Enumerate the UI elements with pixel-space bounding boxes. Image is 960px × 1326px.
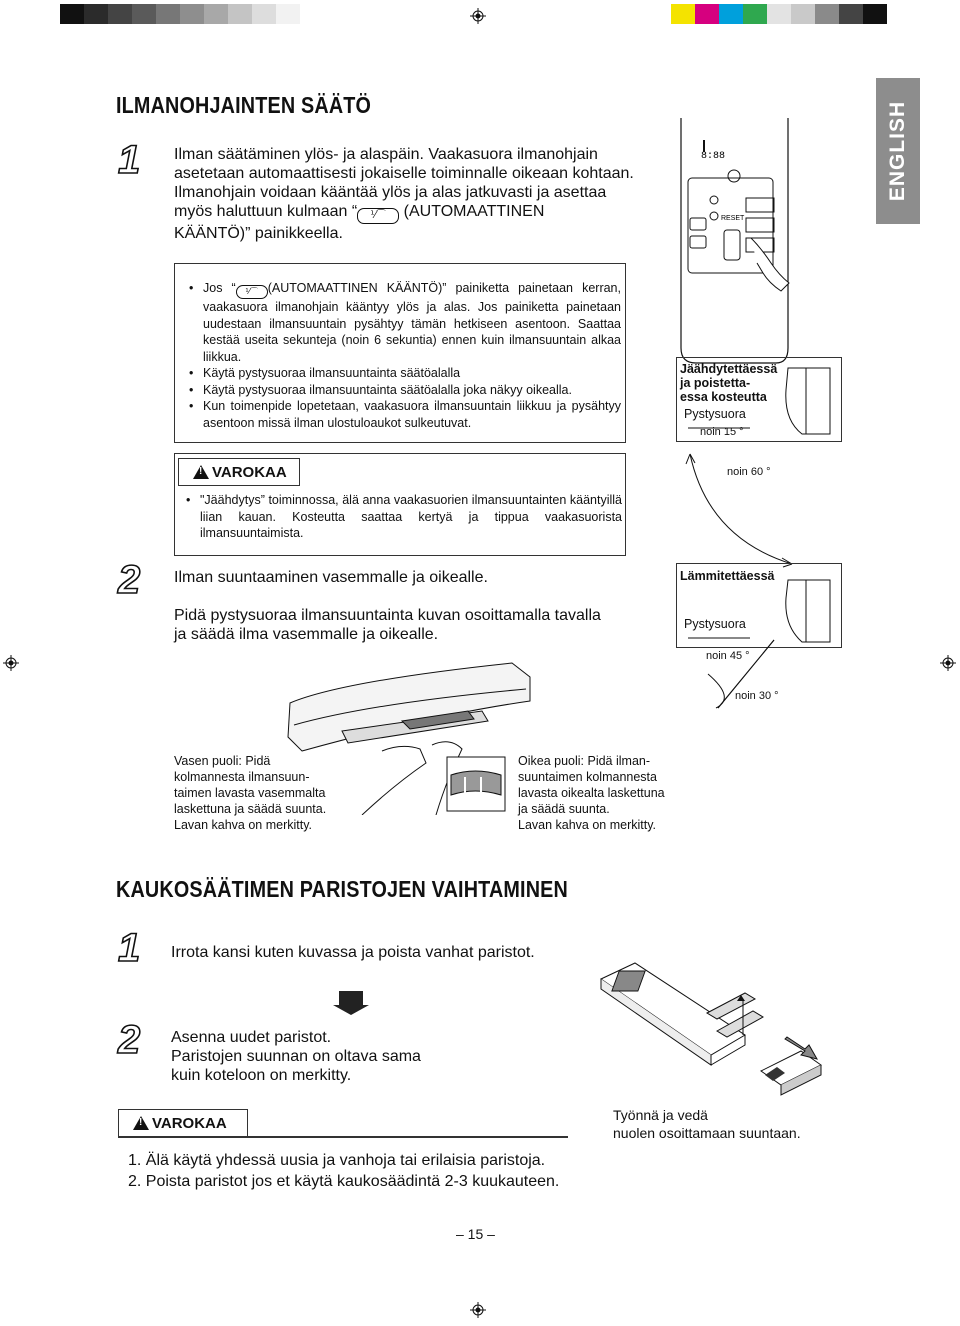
page-number: – 15 – [456,1226,495,1242]
heating-angle-2: noin 30 ° [735,690,779,702]
section-title-batteries: KAUKOSÄÄTIMEN PARISTOJEN VAIHTAMINEN [116,876,568,902]
registration-bar-right [671,4,887,24]
info-bullet-2: • Käytä pystysuoraa ilmansuuntainta säätöalalla [183,365,621,382]
color-swatch [839,4,863,24]
step1-line1: Ilman säätäminen ylös- ja alaspäin. Vaakasuora ilmanohjain [174,146,598,163]
heating-title: Lämmitettäessä [680,569,775,583]
warning-icon-2 [133,1116,149,1130]
info-bullet-list [183,280,621,431]
cooling-angle-2: noin 60 ° [727,466,771,478]
registration-mark-top [470,8,486,24]
heating-vertical-label: Pystysuora [684,617,746,631]
step-number-1: 1 [118,138,141,182]
registration-mark-right [940,655,956,671]
color-swatch [815,4,839,24]
warning-1-text [180,492,622,542]
battery-warning-1: 1. Älä käytä yhdessä uusia ja vanhoja tai erilaisia paristoja. [128,1152,546,1169]
left-side-caption: Vasen puoli: Pidä kolmannesta ilmansuun- taimen lavasta vasemmalta laskettuna ja säädä suunta. Lavan kahva on merkitty. [174,754,327,832]
color-swatch [767,4,791,24]
louver-detail-illustration [445,755,507,813]
step1-text [174,145,674,243]
battery-warning-2: 2. Poista paristot jos et käytä kaukosäädintä 2-3 kuukauteen. [128,1173,560,1190]
battery-warning-list [128,1150,559,1192]
color-swatch [743,4,767,24]
color-swatch [204,4,228,24]
warning-1-bullet: • "Jäähdytys” toiminnossa, älä anna vaakasuorien ilmansuuntainten kääntyillä liian kauan. Kosteutta saattaa kertyä ja tippua vaakasuorista ilmansuuntaimista. [180,492,622,542]
color-swatch [276,4,300,24]
registration-mark-bottom [470,1302,486,1318]
step1-line2: asetetaan automaattisesti jokaiselle toiminnalle oikeaan kohtaan. [174,165,634,182]
color-swatch [180,4,204,24]
language-tab [876,78,920,224]
battery-step-number-1: 1 [118,926,141,970]
remote-reset-label: RESET [721,215,745,222]
cooling-swing-arc [680,442,850,572]
warning-icon [193,465,209,479]
auto-swing-icon-small: ⅟⌒ [236,285,268,299]
color-swatch [671,4,695,24]
color-swatch [84,4,108,24]
registration-bar-left [60,4,300,24]
cooling-angle-1: noin 15 ° [700,426,744,438]
info-bullet-1: • Jos “ ⅟⌒ (AUTOMAATTINEN KÄÄNTÖ)” painiketta painetaan kerran, vaakasuora ilmanohjain kääntyy ylös ja alas. Jos painiketta painetaan uudestaan ilmansuuntain pysähtyy tämän hetkiseen asentoon. Saattaa kestää useita sekunteja (noin 6 sekuntia) ennen kuin ilmansuuntain alkaa liikkua. [183,280,621,365]
cooling-title: Jäähdytettäessä ja poistetta- essa kosteutta [680,362,778,404]
arrow-down-icon [339,991,363,1005]
color-swatch [719,4,743,24]
warning-label-1: ! VAROKAA [178,458,300,486]
info-bullet-3: • Käytä pystysuoraa ilmansuuntainta säätöalalla joka näkyy oikealla. [183,382,621,399]
remote-control-illustration [676,118,796,368]
language-tab-label: ENGLISH [886,100,909,202]
section-title-airflow: ILMANOHJAINTEN SÄÄTÖ [116,92,372,118]
info-box-auto-swing [174,263,626,443]
color-swatch [791,4,815,24]
step2-text: Pidä pystysuoraa ilmansuuntainta kuvan osoittamalla tavalla ja säädä ilma vasemmalle ja oikealle. [174,607,601,643]
color-swatch [252,4,276,24]
step-number-2: 2 [118,558,141,602]
color-swatch [60,4,84,24]
battery-step1-text: Irrota kansi kuten kuvassa ja poista vanhat paristot. [171,944,535,961]
step2-heading: Ilman suuntaaminen vasemmalle ja oikealle. [174,569,488,586]
step1-line5: KÄÄNTÖ)” painikkeella. [174,225,343,242]
step1-line3: Ilmanohjain voidaan kääntää ylös ja alas jatkuvasti ja asettaa [174,184,607,201]
color-swatch [132,4,156,24]
auto-swing-icon: ⅟⌒ [357,208,399,224]
color-swatch [156,4,180,24]
remote-display: 8:88 [701,151,726,162]
arrow-down-head [333,1005,369,1015]
right-side-caption: Oikea puoli: Pidä ilman- suuntaimen kolmannesta lavasta oikealta laskettuna ja säädä suunta. Lavan kahva on merkitty. [518,754,665,832]
heating-angle-1: noin 45 ° [706,650,750,662]
color-swatch [863,4,887,24]
info-bullet-4: • Kun toimenpide lopetetaan, vaakasuora ilmansuuntain liikkuu ja pysähtyy asentoon missä ilman ulostuloaukot sulkeutuvat. [183,398,621,431]
cooling-vertical-label: Pystysuora [684,407,746,421]
color-swatch [695,4,719,24]
push-pull-caption: Työnnä ja vedä nuolen osoittamaan suuntaan. [613,1107,801,1141]
warning-label-2: ! VAROKAA [118,1109,248,1137]
registration-mark-left [3,655,19,671]
warning-divider [118,1136,568,1138]
battery-step2-text: Asenna uudet paristot. Paristojen suunnan on oltava sama kuin koteloon on merkitty. [171,1029,421,1084]
step1-line4: myös haluttuun kulmaan “ ⅟⌒ (AUTOMAATTINEN [174,202,674,224]
color-swatch [228,4,252,24]
battery-remote-illustration [595,955,835,1105]
battery-step-number-2: 2 [118,1018,141,1062]
color-swatch [108,4,132,24]
